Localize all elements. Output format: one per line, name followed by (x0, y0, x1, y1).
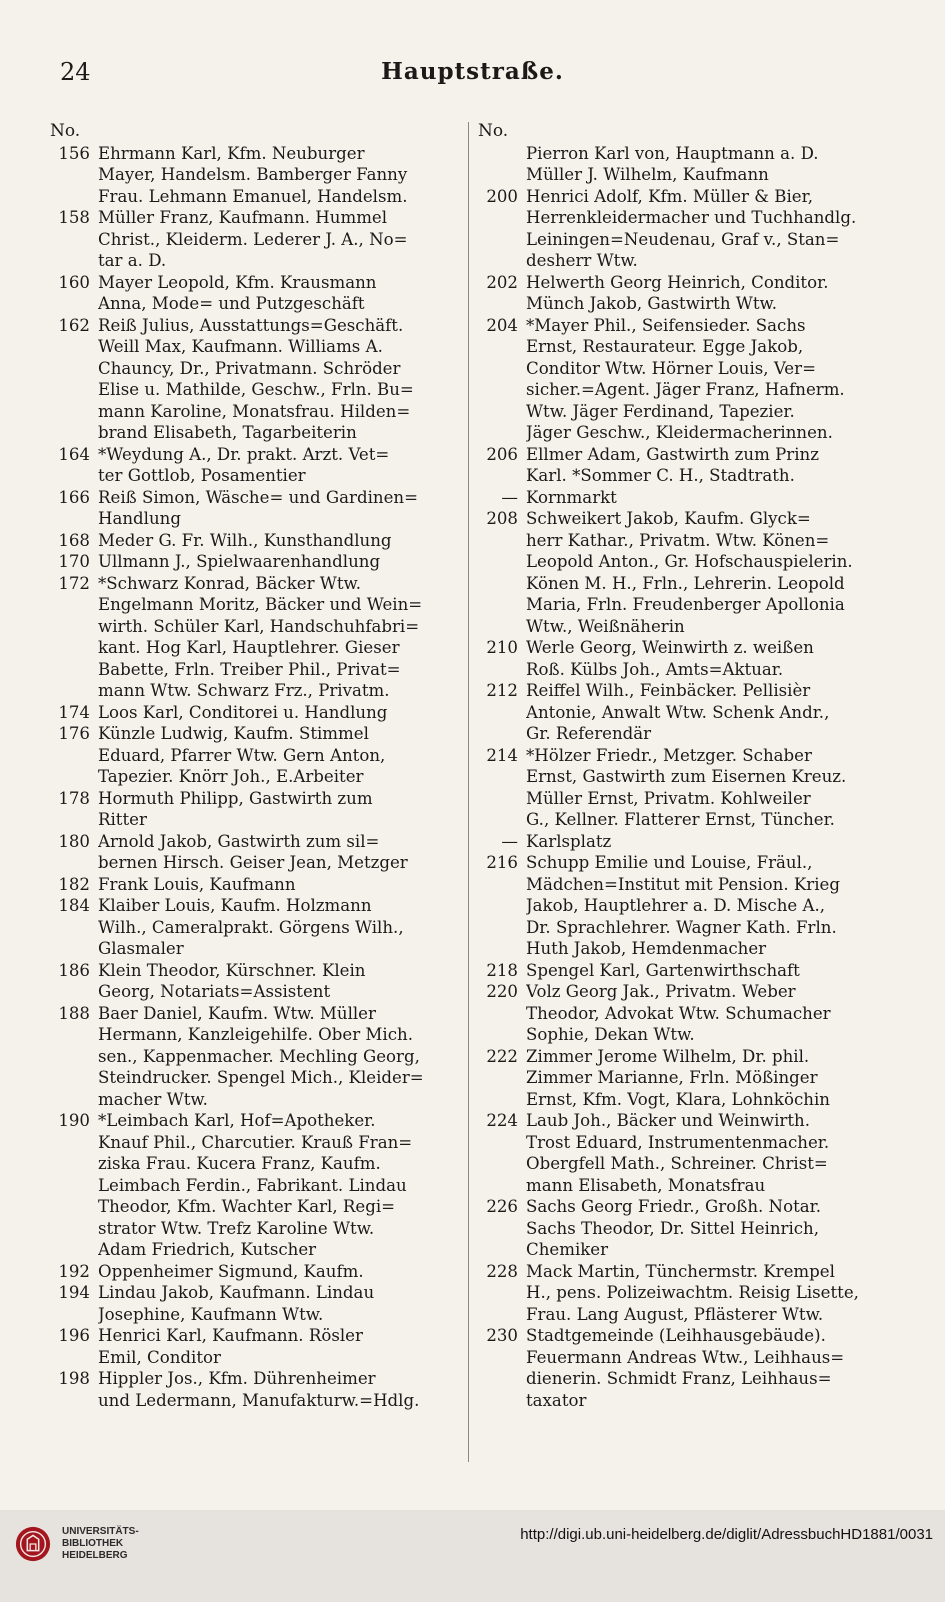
entry-line: Hippler Jos., Kfm. Dührenheimer (98, 1369, 376, 1388)
resident-list (98, 831, 470, 874)
entry-line: desherr Wtw. (526, 251, 638, 270)
resident-list (98, 487, 470, 530)
house-number: 192 (58, 1261, 90, 1281)
entry-line: Ernst, Gastwirth zum Eisernen Kreuz. (526, 767, 847, 786)
house-number: 184 (58, 896, 90, 915)
house-number: 228 (486, 1261, 518, 1281)
house-number: 176 (58, 724, 90, 743)
entry-line: Theodor, Kfm. Wachter Karl, Regi= (98, 1197, 396, 1216)
entry-line: taxator (526, 1390, 587, 1410)
address-entry (478, 1196, 898, 1261)
entry-line: Leimbach Ferdin., Fabrikant. Lindau (98, 1175, 407, 1195)
entry-line: Mädchen=Institut mit Pension. Krieg (526, 874, 840, 894)
house-number: 172 (58, 573, 90, 593)
address-entry (50, 874, 470, 896)
house-number: 174 (58, 702, 90, 722)
column-header: No. (50, 121, 81, 141)
address-entry (478, 272, 898, 315)
entry-line: Conditor Wtw. Hörner Louis, Ver= (526, 358, 816, 378)
entry-line: Anna, Mode= und Putzgeschäft (98, 294, 365, 313)
entry-line: Ellmer Adam, Gastwirth zum Prinz (526, 444, 819, 464)
resident-list (98, 1325, 470, 1368)
address-entry (50, 487, 470, 530)
viewer-footer (0, 1510, 945, 1602)
address-entry (50, 723, 470, 788)
resident-list (98, 1368, 470, 1411)
entry-list (50, 143, 470, 1412)
entry-line: Baer Daniel, Kaufm. Wtw. Müller (98, 1003, 376, 1023)
entry-line: Wtw. Jäger Ferdinand, Tapezier. (526, 401, 795, 421)
university-seal-icon (14, 1525, 52, 1563)
address-entry (478, 745, 898, 831)
entry-line: Reiffel Wilh., Feinbäcker. Pellisièr (526, 681, 811, 700)
entry-line: Ernst, Restaurateur. Egge Jakob, (526, 337, 804, 356)
house-number: 226 (486, 1197, 518, 1216)
entry-line: H., pens. Polizeiwachtm. Reisig Lisette, (526, 1283, 859, 1302)
house-number: 202 (486, 272, 518, 292)
entry-line: Müller Franz, Kaufmann. Hummel (98, 208, 388, 227)
entry-line: kant. Hog Karl, Hauptlehrer. Gieser (98, 638, 400, 657)
entry-line: wirth. Schüler Karl, Handschuhfabri= (98, 616, 420, 636)
entry-line: Eduard, Pfarrer Wtw. Gern Anton, (98, 745, 386, 765)
house-number: 196 (58, 1326, 90, 1345)
entry-line: Trost Eduard, Instrumentenmacher. (526, 1132, 830, 1152)
house-number: — (501, 487, 518, 507)
entry-line: Zimmer Jerome Wilhelm, Dr. phil. (526, 1046, 810, 1066)
address-entry (50, 1368, 470, 1411)
entry-line: brand Elisabeth, Tagarbeiterin (98, 423, 357, 442)
entry-line: Frank Louis, Kaufmann (98, 874, 296, 894)
resident-list (526, 487, 898, 509)
entry-line: Henrici Karl, Kaufmann. Rösler (98, 1326, 363, 1345)
address-entry (478, 508, 898, 637)
entry-line: Mayer, Handelsm. Bamberger Fanny (98, 165, 408, 184)
entry-line: Handlung (98, 509, 181, 528)
resident-list (526, 831, 898, 853)
entry-line: Helwerth Georg Heinrich, Conditor. (526, 272, 829, 292)
address-entry (50, 895, 470, 960)
entry-line: Stadtgemeinde (Leihhausgebäude). (526, 1326, 826, 1345)
entry-line: Elise u. Mathilde, Geschw., Frln. Bu= (98, 380, 414, 399)
house-number: 198 (58, 1369, 90, 1388)
house-number: 168 (58, 530, 90, 550)
resident-list (526, 637, 898, 680)
house-number (478, 143, 526, 186)
house-number: 188 (58, 1003, 90, 1023)
address-entry (50, 444, 470, 487)
address-entry (50, 530, 470, 552)
entry-line: Kornmarkt (526, 487, 617, 507)
resident-list (526, 852, 898, 960)
address-entry (50, 702, 470, 724)
resident-list (526, 745, 898, 831)
entry-line: Mack Martin, Tünchermstr. Krempel (526, 1261, 835, 1281)
house-number: 204 (486, 315, 518, 335)
address-entry (478, 1261, 898, 1326)
resident-list (526, 508, 898, 637)
entry-line: Christ., Kleiderm. Lederer J. A., No= (98, 229, 408, 249)
resident-list (98, 723, 470, 788)
house-number: 156 (58, 143, 90, 163)
entry-line: Laub Joh., Bäcker und Weinwirth. (526, 1111, 810, 1130)
entry-line: dienerin. Schmidt Franz, Leihhaus= (526, 1369, 832, 1388)
entry-line: Sachs Theodor, Dr. Sittel Heinrich, (526, 1218, 820, 1238)
address-entry (478, 1110, 898, 1196)
address-entry (478, 852, 898, 960)
entry-line: G., Kellner. Flatterer Ernst, Tüncher. (526, 810, 835, 829)
entry-line: Hermann, Kanzleigehilfe. Ober Mich. (98, 1025, 413, 1044)
entry-line: Sophie, Dekan Wtw. (526, 1025, 695, 1044)
entry-line: tar a. D. (98, 251, 167, 270)
entry-line: Babette, Frln. Treiber Phil., Privat= (98, 659, 401, 679)
entry-line: Pierron Karl von, Hauptmann a. D. (526, 143, 819, 163)
entry-line: bernen Hirsch. Geiser Jean, Metzger (98, 853, 408, 872)
address-entry (478, 960, 898, 982)
entry-line: Chauncy, Dr., Privatmann. Schröder (98, 358, 401, 378)
running-head: Hauptstraße. (381, 58, 564, 85)
entry-line: Georg, Notariats=Assistent (98, 982, 331, 1001)
resident-list (526, 960, 898, 982)
resident-list (526, 186, 898, 272)
resident-list (98, 444, 470, 487)
entry-line: *Mayer Phil., Seifensieder. Sachs (526, 315, 806, 335)
entry-line: Schupp Emilie und Louise, Fräul., (526, 853, 813, 872)
entry-line: ter Gottlob, Posamentier (98, 466, 306, 485)
entry-line: macher Wtw. (98, 1089, 208, 1109)
address-entry (50, 1261, 470, 1283)
entry-line: Reiß Simon, Wäsche= und Gardinen= (98, 487, 418, 507)
entry-line: Spengel Karl, Gartenwirthschaft (526, 960, 800, 980)
entry-line: Wilh., Cameralprakt. Görgens Wilh., (98, 917, 404, 937)
entry-line: Dr. Sprachlehrer. Wagner Kath. Frln. (526, 917, 837, 937)
entry-line: Mayer Leopold, Kfm. Krausmann (98, 272, 377, 292)
entry-line: Volz Georg Jak., Privatm. Weber (526, 982, 796, 1001)
entry-line: *Schwarz Konrad, Bäcker Wtw. (98, 573, 362, 593)
address-entry (478, 680, 898, 745)
address-entry (50, 143, 470, 208)
address-entry (478, 444, 898, 487)
house-number: 182 (58, 874, 90, 894)
house-number: 178 (58, 788, 90, 808)
entry-line: Leopold Anton., Gr. Hofschauspielerin. (526, 552, 853, 571)
entry-line: Henrici Adolf, Kfm. Müller & Bier, (526, 186, 813, 206)
resident-list (526, 315, 898, 444)
resident-list (526, 143, 898, 186)
house-number: 220 (486, 982, 518, 1001)
entry-line: Frau. Lang August, Pflästerer Wtw. (526, 1304, 824, 1324)
entry-line: sen., Kappenmacher. Mechling Georg, (98, 1046, 420, 1066)
entry-line: Künzle Ludwig, Kaufm. Stimmel (98, 724, 369, 743)
resident-list (526, 1196, 898, 1261)
house-number: 200 (486, 186, 518, 206)
entry-line: mann Wtw. Schwarz Frz., Privatm. (98, 681, 390, 700)
entry-line: *Leimbach Karl, Hof=Apotheker. (98, 1111, 376, 1130)
house-number: 160 (58, 272, 90, 292)
address-entry (478, 1325, 898, 1411)
address-entry (50, 1325, 470, 1368)
address-entry (50, 1110, 470, 1261)
entry-line: Wtw., Weißnäherin (526, 616, 685, 636)
entry-line: Ullmann J., Spielwaarenhandlung (98, 552, 381, 571)
resident-list (98, 960, 470, 1003)
entry-line: mann Elisabeth, Monatsfrau (526, 1175, 766, 1195)
entry-line: und Ledermann, Manufakturw.=Hdlg. (98, 1390, 420, 1410)
resident-list (98, 573, 470, 702)
entry-line: *Hölzer Friedr., Metzger. Schaber (526, 745, 812, 765)
resident-list (98, 530, 470, 552)
entry-line: Arnold Jakob, Gastwirth zum sil= (98, 831, 380, 851)
entry-line: Theodor, Advokat Wtw. Schumacher (526, 1003, 831, 1023)
entry-line: Schweikert Jakob, Kaufm. Glyck= (526, 509, 811, 528)
house-number: 158 (58, 208, 90, 227)
resident-list (98, 874, 470, 896)
entry-line: Ritter (98, 810, 147, 829)
address-entry (50, 788, 470, 831)
entry-line: Weill Max, Kaufmann. Williams A. (98, 337, 383, 356)
entry-line: Herrenkleidermacher und Tuchhandlg. (526, 208, 857, 227)
house-number: 212 (486, 681, 518, 700)
address-entry (50, 315, 470, 444)
entry-line: Knauf Phil., Charcutier. Krauß Fran= (98, 1132, 413, 1152)
entry-line: ziska Frau. Kucera Franz, Kaufm. (98, 1154, 381, 1173)
resident-list (526, 1046, 898, 1111)
entry-line: Tapezier. Knörr Joh., E.Arbeiter (98, 767, 364, 786)
address-entry (50, 207, 470, 272)
resident-list (526, 1261, 898, 1326)
house-number: 222 (486, 1046, 518, 1066)
entry-line: Jakob, Hauptlehrer a. D. Mische A., (526, 896, 826, 915)
entry-line: Frau. Lehmann Emanuel, Handelsm. (98, 186, 408, 206)
resident-list (526, 680, 898, 745)
address-entry (50, 1282, 470, 1325)
entry-line: mann Karoline, Monatsfrau. Hilden= (98, 401, 411, 421)
resident-list (98, 551, 470, 573)
address-entry (50, 1003, 470, 1111)
house-number: 170 (58, 552, 90, 571)
address-entry (478, 1046, 898, 1111)
entry-line: Josephine, Kaufmann Wtw. (98, 1304, 324, 1324)
address-entry (478, 315, 898, 444)
entry-line: Chemiker (526, 1240, 609, 1259)
house-number: 214 (486, 745, 518, 765)
address-entry (478, 487, 898, 509)
address-entry (50, 831, 470, 874)
entry-line: herr Kathar., Privatm. Wtw. Könen= (526, 530, 830, 550)
resident-list (98, 895, 470, 960)
entry-line: Werle Georg, Weinwirth z. weißen (526, 638, 814, 657)
address-entry (478, 981, 898, 1046)
resident-list (98, 702, 470, 724)
entry-line: Adam Friedrich, Kutscher (98, 1240, 317, 1259)
library-logo[interactable] (14, 1525, 139, 1563)
entry-line: Karl. *Sommer C. H., Stadtrath. (526, 466, 795, 485)
entry-line: Klaiber Louis, Kaufm. Holzmann (98, 896, 372, 915)
resident-list (526, 981, 898, 1046)
entry-line: *Weydung A., Dr. prakt. Arzt. Vet= (98, 444, 390, 464)
house-number: 164 (58, 444, 90, 464)
entry-line: strator Wtw. Trefz Karoline Wtw. (98, 1218, 375, 1238)
resident-list (98, 1003, 470, 1111)
resident-list (526, 272, 898, 315)
resident-list (98, 1110, 470, 1261)
entry-line: Engelmann Moritz, Bäcker und Wein= (98, 595, 423, 614)
entry-line: Obergfell Math., Schreiner. Christ= (526, 1154, 828, 1173)
resident-list (526, 1325, 898, 1411)
resident-list (98, 272, 470, 315)
entry-line: Ehrmann Karl, Kfm. Neuburger (98, 143, 365, 163)
entry-line: Lindau Jakob, Kaufmann. Lindau (98, 1283, 375, 1302)
column-header: No. (478, 121, 509, 141)
entry-line: Klein Theodor, Kürschner. Klein (98, 960, 366, 980)
house-number: 166 (58, 487, 90, 507)
entry-line: Leiningen=Neudenau, Graf v., Stan= (526, 229, 840, 249)
entry-line: Huth Jakob, Hemdenmacher (526, 939, 767, 958)
left-column (50, 121, 470, 1411)
house-number: 190 (58, 1111, 90, 1130)
entry-line: Loos Karl, Conditorei u. Handlung (98, 702, 388, 722)
resident-list (98, 788, 470, 831)
entry-line: Ernst, Kfm. Vogt, Klara, Lohnköchin (526, 1089, 830, 1109)
address-entry (478, 637, 898, 680)
house-number: 224 (486, 1111, 518, 1130)
entry-line: Gr. Referendär (526, 724, 652, 743)
house-number: 216 (486, 853, 518, 872)
entry-line: Oppenheimer Sigmund, Kaufm. (98, 1261, 364, 1281)
right-column (478, 121, 898, 1411)
entry-line: Könen M. H., Frln., Lehrerin. Leopold (526, 573, 845, 593)
house-number: 218 (486, 960, 518, 980)
house-number: 208 (486, 509, 518, 528)
entry-line: Hormuth Philipp, Gastwirth zum (98, 788, 373, 808)
house-number: 180 (58, 831, 90, 851)
entry-list (478, 143, 898, 1412)
address-entry (478, 186, 898, 272)
address-entry (50, 551, 470, 573)
entry-line: Antonie, Anwalt Wtw. Schenk Andr., (526, 702, 830, 722)
library-name: UNIVERSITÄTS- BIBLIOTHEK HEIDELBERG (62, 1526, 139, 1561)
entry-line: Roß. Külbs Joh., Amts=Aktuar. (526, 659, 784, 679)
entry-line: Glasmaler (98, 939, 184, 958)
house-number: 230 (486, 1326, 518, 1345)
entry-line: Emil, Conditor (98, 1347, 221, 1367)
resident-list (98, 207, 470, 272)
entry-line: Müller Ernst, Privatm. Kohlweiler (526, 788, 811, 808)
entry-line: Jäger Geschw., Kleidermacherinnen. (526, 423, 833, 442)
entry-line: sicher.=Agent. Jäger Franz, Hafnerm. (526, 380, 845, 399)
house-number: — (501, 831, 518, 851)
entry-line: Meder G. Fr. Wilh., Kunsthandlung (98, 530, 392, 550)
address-entry (478, 831, 898, 853)
resident-list (98, 1261, 470, 1283)
entry-line: Steindrucker. Spengel Mich., Kleider= (98, 1068, 424, 1087)
resident-list (98, 143, 470, 208)
house-number: 206 (486, 444, 518, 464)
address-entry (478, 143, 898, 186)
entry-line: Maria, Frln. Freudenberger Apollonia (526, 595, 845, 614)
house-number: 194 (58, 1283, 90, 1302)
address-entry (50, 573, 470, 702)
entry-line: Müller J. Wilhelm, Kaufmann (526, 165, 769, 184)
permalink-url[interactable]: http://digi.ub.uni-heidelberg.de/diglit/AdressbuchHD1881/0031 (520, 1526, 933, 1543)
resident-list (526, 1110, 898, 1196)
resident-list (98, 1282, 470, 1325)
entry-line: Münch Jakob, Gastwirth Wtw. (526, 294, 778, 313)
house-number: 210 (486, 638, 518, 657)
address-entry (50, 960, 470, 1003)
house-number: 186 (58, 960, 90, 980)
entry-line: Sachs Georg Friedr., Großh. Notar. (526, 1197, 822, 1216)
resident-list (526, 444, 898, 487)
entry-line: Feuermann Andreas Wtw., Leihhaus= (526, 1347, 845, 1367)
address-entry (50, 272, 470, 315)
entry-line: Reiß Julius, Ausstattungs=Geschäft. (98, 315, 404, 335)
page-number: 24 (60, 58, 91, 86)
entry-line: Karlsplatz (526, 831, 612, 851)
entry-line: Zimmer Marianne, Frln. Mößinger (526, 1068, 818, 1087)
resident-list (98, 315, 470, 444)
house-number: 162 (58, 315, 90, 335)
